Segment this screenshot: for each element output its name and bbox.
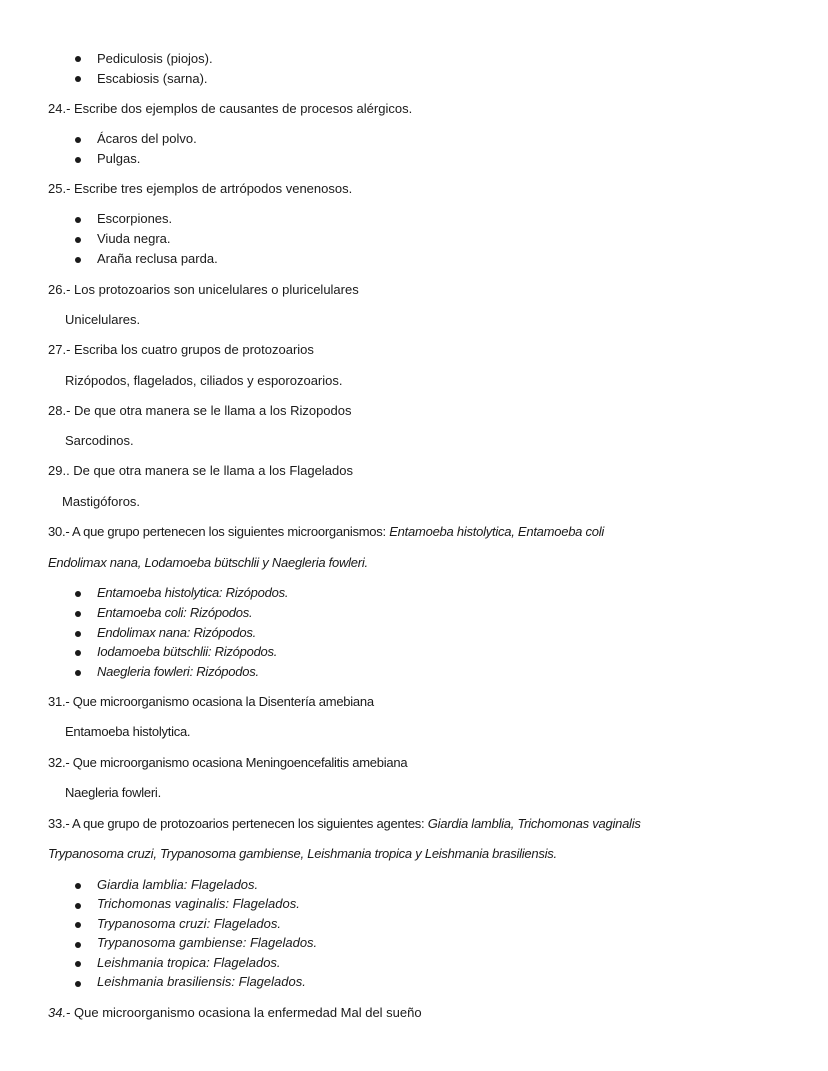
list-item: Viuda negra.: [97, 231, 171, 246]
question-33: [48, 816, 641, 832]
bullet-icon: [75, 883, 81, 889]
question-27: 27.- Escriba los cuatro grupos de protozoarios: [48, 342, 314, 357]
list-item: Pediculosis (piojos).: [97, 51, 213, 66]
list-item: Entamoeba histolytica: Rizópodos.: [97, 585, 289, 600]
bullet-icon: [75, 631, 81, 637]
question-30-organisms-cont: Endolimax nana, Lodamoeba bütschlii y Naegleria fowleri.: [48, 555, 368, 570]
bullet-icon: [75, 137, 81, 143]
bullet-icon: [75, 961, 81, 967]
list-item: Naegleria fowleri: Rizópodos.: [97, 664, 259, 679]
bullet-icon: [75, 237, 81, 243]
bullet-icon: [75, 157, 81, 163]
list-item: Iodamoeba bütschlii: Rizópodos.: [97, 644, 278, 659]
question-29: 29.. De que otra manera se le llama a los Flagelados: [48, 463, 353, 478]
bullet-icon: [75, 903, 81, 909]
answer-26: Unicelulares.: [65, 312, 141, 327]
question-25: 25.- Escribe tres ejemplos de artrópodos venenosos.: [48, 181, 353, 196]
bullet-icon: [75, 611, 81, 617]
question-34-text: - Que microorganismo ocasiona la enfermedad Mal del sueño: [66, 1005, 422, 1020]
question-30: [48, 524, 604, 540]
list-item: Leishmania tropica: Flagelados.: [97, 955, 281, 970]
list-item: Escabiosis (sarna).: [97, 71, 208, 86]
question-31: 31.- Que microorganismo ocasiona la Disentería amebiana: [48, 694, 374, 709]
question-33-agents-cont: Trypanosoma cruzi, Trypanosoma gambiense, Leishmania tropica y Leishmania brasiliensis.: [48, 846, 557, 861]
answer-27: Rizópodos, flagelados, ciliados y esporozoarios.: [65, 373, 343, 388]
bullet-icon: [75, 76, 81, 82]
list-item: Giardia lamblia: Flagelados.: [97, 877, 259, 892]
question-34-number: 34.: [48, 1005, 67, 1020]
question-26: 26.- Los protozoarios son unicelulares o pluricelulares: [48, 282, 359, 297]
question-24: 24.- Escribe dos ejemplos de causantes de procesos alérgicos.: [48, 101, 413, 116]
bullet-icon: [75, 922, 81, 928]
bullet-icon: [75, 217, 81, 223]
answer-28: Sarcodinos.: [65, 433, 134, 448]
bullet-icon: [75, 670, 81, 676]
question-30-text: 30.- A que grupo pertenecen los siguientes microorganismos:: [48, 524, 390, 539]
list-item: Endolimax nana: Rizópodos.: [97, 625, 256, 640]
list-item: Escorpiones.: [97, 211, 173, 226]
bullet-icon: [75, 981, 81, 987]
question-30-organisms: Entamoeba histolytica, Entamoeba coli: [389, 524, 605, 539]
list-item: Araña reclusa parda.: [97, 251, 218, 266]
bullet-icon: [75, 257, 81, 263]
bullet-icon: [75, 56, 81, 62]
question-33-agents: Giardia lamblia, Trichomonas vaginalis: [427, 816, 641, 831]
question-32: 32.- Que microorganismo ocasiona Meningoencefalitis amebiana: [48, 755, 408, 770]
list-item: Trichomonas vaginalis: Flagelados.: [97, 896, 300, 911]
list-item: Leishmania brasiliensis: Flagelados.: [97, 974, 306, 989]
bullet-icon: [75, 650, 81, 656]
bullet-icon: [75, 942, 81, 948]
list-item: Trypanosoma gambiense: Flagelados.: [97, 935, 318, 950]
answer-31: Entamoeba histolytica.: [65, 724, 191, 739]
question-33-text: 33.- A que grupo de protozoarios pertenecen los siguientes agentes:: [48, 816, 428, 831]
list-item: Entamoeba coli: Rizópodos.: [97, 605, 253, 620]
list-item: Pulgas.: [97, 151, 141, 166]
question-34: [48, 1005, 422, 1021]
question-28: 28.- De que otra manera se le llama a los Rizopodos: [48, 403, 352, 418]
list-item: Ácaros del polvo.: [97, 131, 197, 146]
answer-29: Mastigóforos.: [62, 494, 141, 509]
answer-32: Naegleria fowleri.: [65, 785, 161, 800]
bullet-icon: [75, 591, 81, 597]
list-item: Trypanosoma cruzi: Flagelados.: [97, 916, 282, 931]
